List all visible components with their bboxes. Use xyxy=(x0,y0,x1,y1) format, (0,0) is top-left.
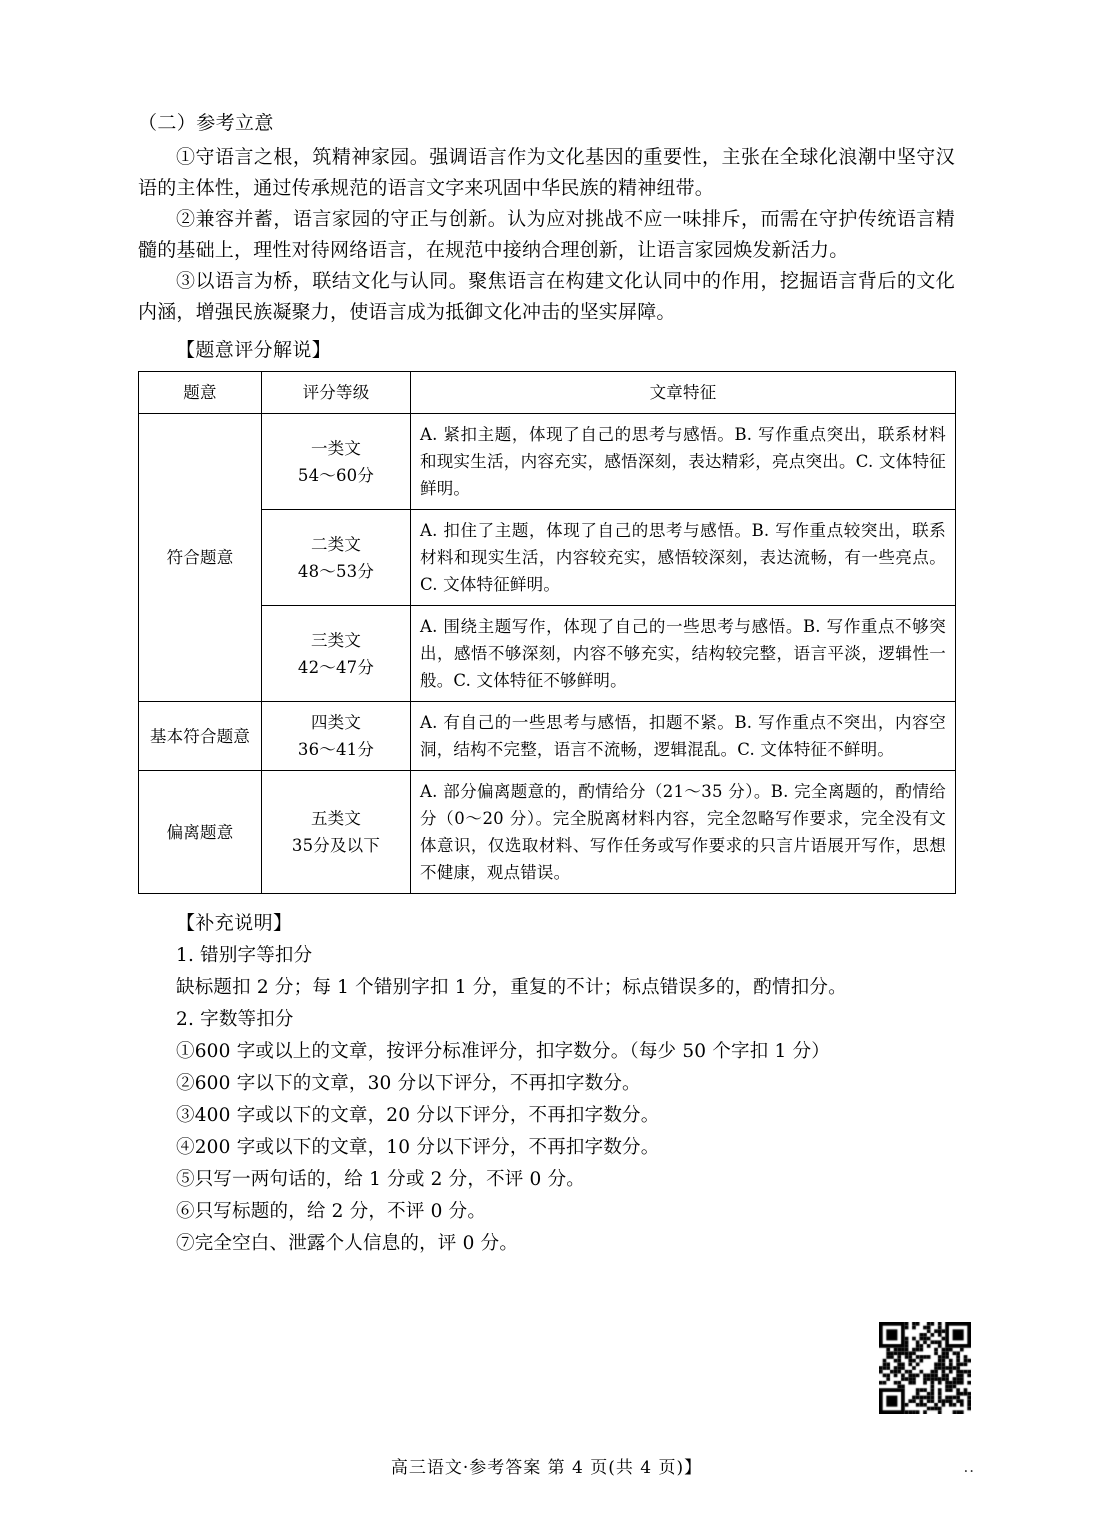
table-header-row xyxy=(139,372,956,414)
row-grade-score: 54～60分 xyxy=(297,465,375,485)
footer-mark: .. xyxy=(963,1458,975,1476)
row-grade xyxy=(262,510,411,606)
table-header-grade: 评分等级 xyxy=(262,372,411,414)
row-category: 偏离题意 xyxy=(139,771,262,894)
paragraph-3: ③以语言为桥，联结文化与认同。聚焦语言在构建文化认同中的作用，挖掘语言背后的文化内涵，增强民族凝聚力，使语言成为抵御文化冲击的坚实屏障。 xyxy=(138,270,955,323)
row-grade xyxy=(262,414,411,510)
row-category: 符合题意 xyxy=(139,414,262,702)
table-heading: 【题意评分解说】 xyxy=(176,339,332,361)
row-grade-name: 二类文 xyxy=(310,534,362,554)
row-grade xyxy=(262,606,411,702)
supplement-line-4: ①600 字或以上的文章，按评分标准评分，扣字数分。（每少 50 个字扣 1 分） xyxy=(176,1041,830,1062)
supplement-line-10: ⑦完全空白、泄露个人信息的，评 0 分。 xyxy=(176,1233,519,1254)
table-header-category: 题意 xyxy=(139,372,262,414)
supplement-line-6: ③400 字或以下的文章，20 分以下评分，不再扣字数分。 xyxy=(176,1105,660,1126)
row-features: A. 有自己的一些思考与感悟，扣题不紧。B. 写作重点不突出，内容空洞，结构不完整，语言不流畅，逻辑混乱。C. 文体特征不鲜明。 xyxy=(411,702,956,771)
paragraph-2: ②兼容并蓄，语言家园的守正与创新。认为应对挑战不应一味排斥，而需在守护传统语言精髓的基础上，理性对待网络语言，在规范中接纳合理创新，让语言家园焕发新活力。 xyxy=(138,208,955,261)
page-footer: 高三语文·参考答案 第 4 页(共 4 页)】 xyxy=(390,1458,703,1478)
row-category: 基本符合题意 xyxy=(139,702,262,771)
supplement-line-5: ②600 字以下的文章，30 分以下评分，不再扣字数分。 xyxy=(176,1073,641,1094)
supplement-line-7: ④200 字或以下的文章，10 分以下评分，不再扣字数分。 xyxy=(176,1137,660,1158)
qr-code-icon xyxy=(879,1322,971,1414)
supplement-line-1: 1. 错别字等扣分 xyxy=(176,945,313,966)
section-title: （二）参考立意 xyxy=(138,112,274,134)
row-grade-score: 36～41分 xyxy=(297,740,375,759)
row-grade-name: 四类文 xyxy=(310,713,362,732)
supplement-line-2: 缺标题扣 2 分；每 1 个错别字扣 1 分，重复的不计；标点错误多的，酌情扣分。 xyxy=(176,977,847,998)
row-grade-score: 35分及以下 xyxy=(291,836,381,855)
table-row xyxy=(139,510,956,606)
row-grade-score: 48～53分 xyxy=(297,561,375,581)
row-grade-score: 42～47分 xyxy=(297,657,375,677)
row-grade xyxy=(262,702,411,771)
table-header-features: 文章特征 xyxy=(411,372,956,414)
table-row xyxy=(139,414,956,510)
row-grade-name: 一类文 xyxy=(310,438,362,458)
table-row xyxy=(139,606,956,702)
table-row xyxy=(139,771,956,894)
supplement-line-3: 2. 字数等扣分 xyxy=(176,1009,294,1030)
row-grade xyxy=(262,771,411,894)
row-grade-name: 五类文 xyxy=(310,809,362,828)
row-features: A. 围绕主题写作，体现了自己的一些思考与感悟。B. 写作重点不够突出，感悟不够深刻，内容不够充实，结构较完整，语言平淡，逻辑性一般。C. 文体特征不够鲜明。 xyxy=(411,606,956,702)
row-grade-name: 三类文 xyxy=(310,630,362,650)
supplement-title: 【补充说明】 xyxy=(176,912,293,934)
supplement-line-9: ⑥只写标题的，给 2 分，不评 0 分。 xyxy=(176,1201,487,1222)
paragraph-1: ①守语言之根，筑精神家园。强调语言作为文化基因的重要性，主张在全球化浪潮中坚守汉语的主体性，通过传承规范的语言文字来巩固中华民族的精神纽带。 xyxy=(138,146,955,199)
row-features: A. 部分偏离题意的，酌情给分（21～35 分）。B. 完全离题的，酌情给分（0～20 分）。完全脱离材料内容，完全忽略写作要求，完全没有文体意识，仅选取材料、写作任务或写作要求的只言片语展开写作，思想不健康，观点错误。 xyxy=(411,771,956,894)
table-row xyxy=(139,702,956,771)
supplement-line-8: ⑤只写一两句话的，给 1 分或 2 分，不评 0 分。 xyxy=(176,1169,585,1190)
row-features: A. 紧扣主题，体现了自己的思考与感悟。B. 写作重点突出，联系材料和现实生活，内容充实，感悟深刻，表达精彩，亮点突出。C. 文体特征鲜明。 xyxy=(411,414,956,510)
row-features: A. 扣住了主题，体现了自己的思考与感悟。B. 写作重点较突出，联系材料和现实生活，内容较充实，感悟较深刻，表达流畅，有一些亮点。C. 文体特征鲜明。 xyxy=(411,510,956,606)
scoring-table xyxy=(138,371,956,894)
